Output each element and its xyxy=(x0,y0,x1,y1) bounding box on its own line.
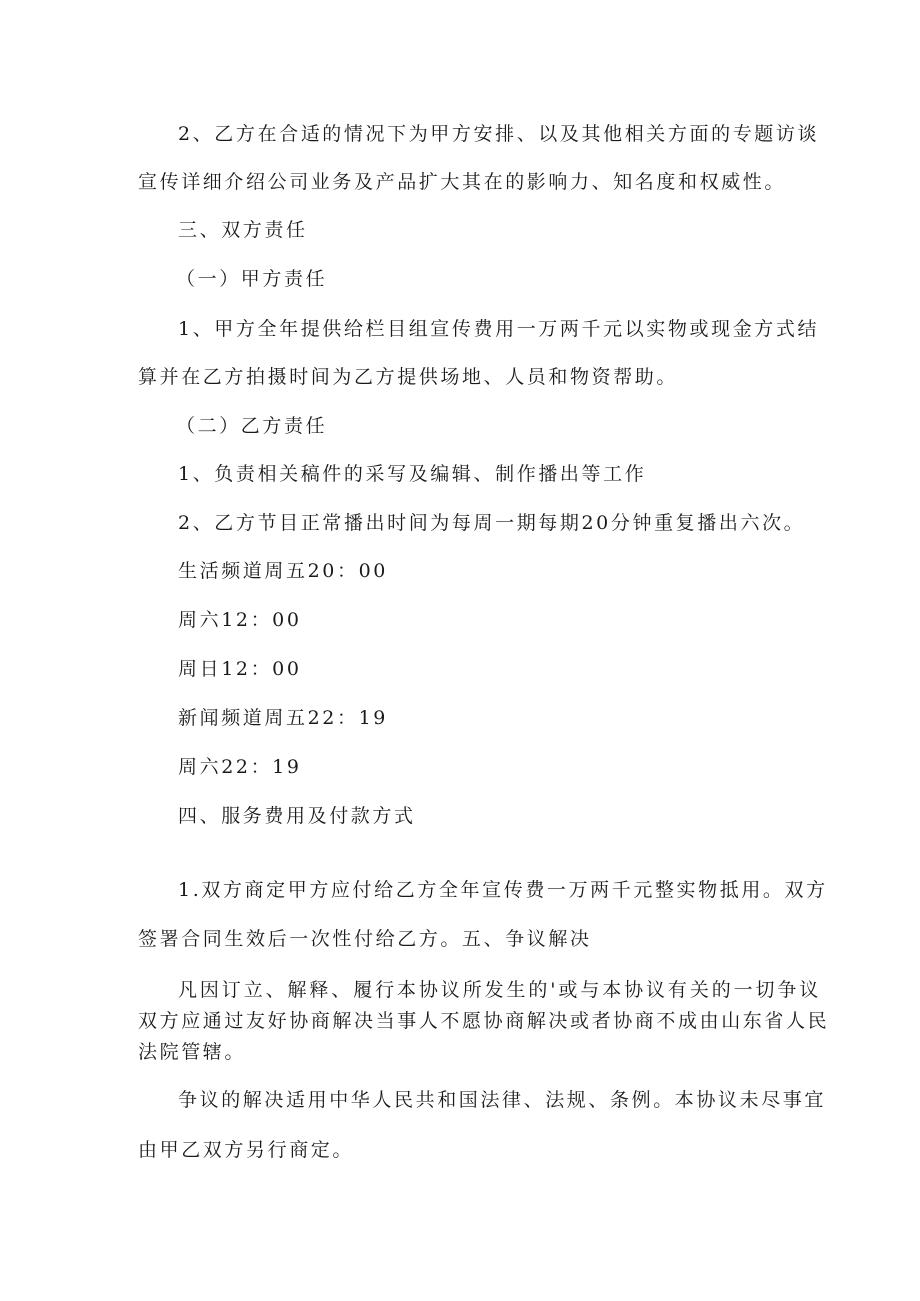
paragraph-line-8: 1、负责相关稿件的采写及编辑、制作播出等工作 xyxy=(178,463,647,485)
paragraph-line-16: 1.双方商定甲方应付给乙方全年宣传费一万两千元整实物抵用。双方 xyxy=(178,879,828,901)
section-heading-fees: 四、服务费用及付款方式 xyxy=(178,805,416,827)
paragraph-line-19: 双方应通过友好协商解决当事人不愿协商解决或者协商不成由山东省人民 xyxy=(138,1010,830,1032)
paragraph-line-9: 2、乙方节目正常播出时间为每周一期每期20分钟重复播出六次。 xyxy=(178,512,806,534)
paragraph-line-18: 凡因订立、解释、履行本协议所发生的'或与本协议有关的一切争议 xyxy=(178,979,822,1001)
paragraph-line-22: 由甲乙双方另行商定。 xyxy=(138,1139,355,1161)
schedule-life-channel-fri: 生活频道周五20：00 xyxy=(178,560,388,582)
paragraph-line-21: 争议的解决适用中华人民共和国法律、法规、条例。本协议未尽事宜 xyxy=(178,1089,827,1111)
paragraph-line-1: 2、乙方在合适的情况下为甲方安排、以及其他相关方面的专题访谈 xyxy=(178,123,820,145)
subheading-party-a: （一）甲方责任 xyxy=(176,268,328,290)
paragraph-line-17: 签署合同生效后一次性付给乙方。五、争议解决 xyxy=(138,928,592,950)
paragraph-line-20: 法院管辖。 xyxy=(138,1041,247,1063)
paragraph-line-5: 1、甲方全年提供给栏目组宣传费用一万两千元以实物或现金方式结 xyxy=(178,318,820,340)
schedule-news-channel-fri: 新闻频道周五22：19 xyxy=(178,707,388,729)
subheading-party-b: （二）乙方责任 xyxy=(176,415,328,437)
section-heading-responsibilities: 三、双方责任 xyxy=(178,219,308,241)
paragraph-line-2: 宣传详细介绍公司业务及产品扩大其在的影响力、知名度和权威性。 xyxy=(138,171,787,193)
paragraph-line-6: 算并在乙方拍摄时间为乙方提供场地、人员和物资帮助。 xyxy=(138,366,679,388)
schedule-news-channel-sat: 周六22：19 xyxy=(178,756,302,778)
schedule-life-channel-sat: 周六12：00 xyxy=(178,609,302,631)
schedule-life-channel-sun: 周日12：00 xyxy=(178,658,302,680)
